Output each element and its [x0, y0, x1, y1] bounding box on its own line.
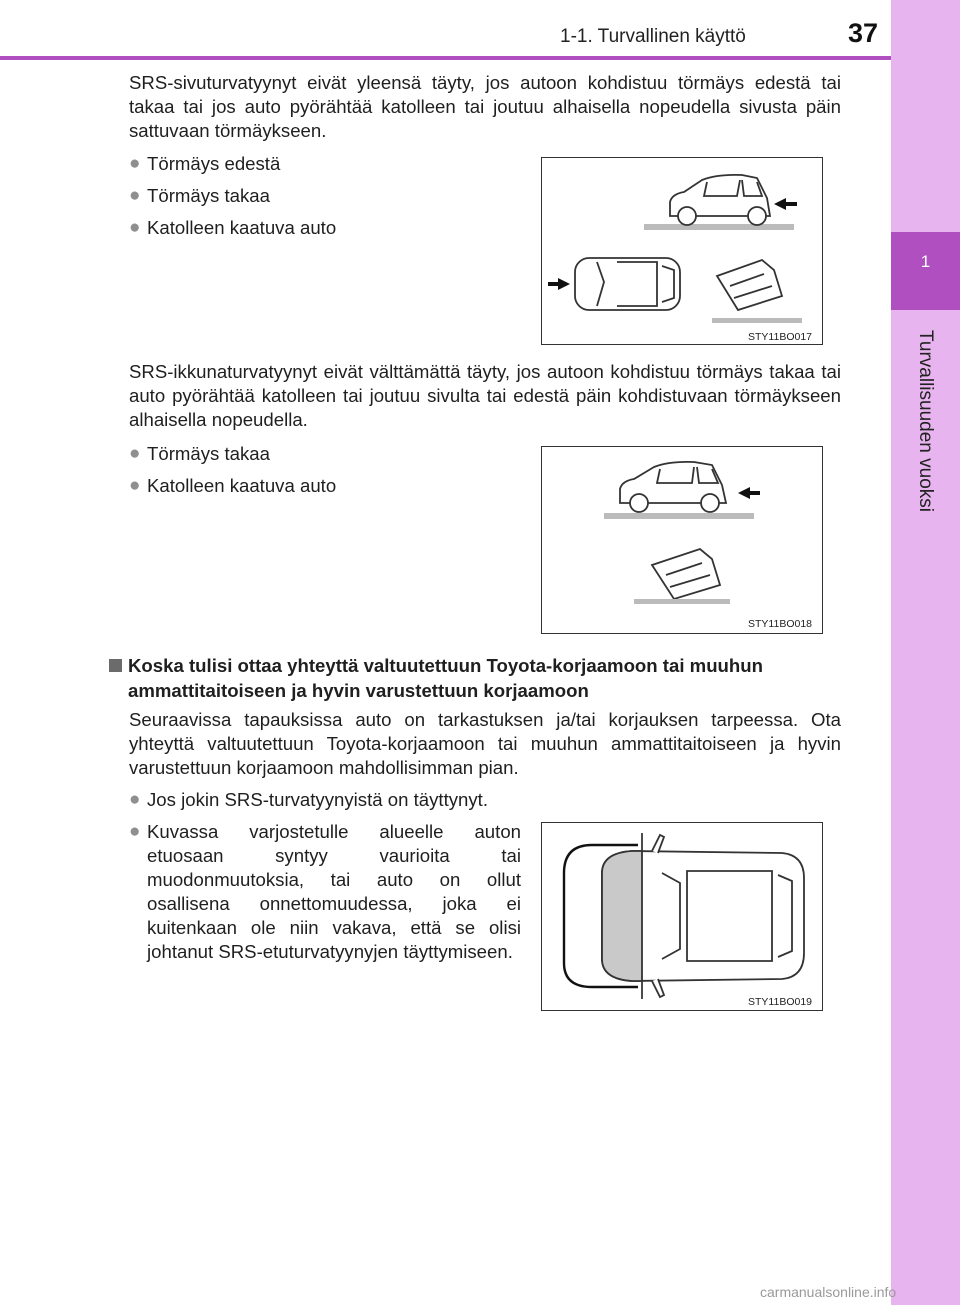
curtain-airbag-paragraph: SRS-ikkunaturvatyynyt eivät välttämättä täyty, jos autoon kohdistuu törmäys takaa tai auto pyörähtää katolleen tai joutuu sivulta tai edestä päin kohdistuvaan törmäykseen alhaisella nopeudella.	[129, 361, 841, 430]
repair-heading: Koska tulisi ottaa yhteyttä valtuutettuun Toyota-korjaamoon tai muuhun ammattitaitoiseen ja hyvin varustettuun korjaamoon	[109, 653, 849, 703]
list-item: ● Törmäys takaa	[129, 443, 270, 464]
chapter-title: Turvallisuuden vuoksi	[915, 330, 936, 512]
circle-bullet-icon: ●	[129, 821, 141, 842]
section-title: 1-1. Turvallinen käyttö	[560, 26, 746, 47]
figure-curtain-airbag-collisions	[541, 446, 823, 634]
figure-front-damage-area	[541, 822, 823, 1011]
chapter-number: 1	[920, 252, 931, 271]
circle-bullet-icon: ●	[129, 153, 141, 174]
circle-bullet-icon: ●	[129, 789, 141, 810]
car-top-view-icon	[602, 835, 804, 997]
chapter-side-tab	[891, 0, 960, 1305]
rollover-car-icon	[717, 260, 782, 310]
circle-bullet-icon: ●	[129, 185, 141, 206]
repair-paragraph: Seuraavissa tapauksissa auto on tarkastuksen ja/tai korjauksen tarpeessa. Ota yhteyttä valtuutettuun Toyota-korjaamoon tai muuhun ammattitaitoiseen ja hyvin varustettuun korjaamoon mahdollisimman pian.	[129, 709, 841, 778]
list-item: ● Jos jokin SRS-turvatyynyistä on täyttynyt.	[129, 789, 489, 810]
figure-side-airbag-collisions	[541, 157, 823, 345]
chapter-number-block	[891, 232, 960, 310]
side-airbag-paragraph: SRS-sivuturvatyynyt eivät yleensä täyty, jos autoon kohdistuu törmäys edestä tai takaa tai jos auto pyörähtää katolleen tai joutuu alhaisella nopeudella sivusta päin sattuvaan törmäykseen.	[129, 72, 841, 141]
circle-bullet-icon: ●	[129, 217, 141, 238]
circle-bullet-icon: ●	[129, 443, 141, 464]
figure-code: STY11BO017	[748, 331, 813, 343]
figure-code: STY11BO019	[748, 996, 813, 1008]
watermark[interactable]: carmanualsonline.info	[760, 1284, 897, 1300]
list-item: ● Kuvassa varjostetulle alueelle auton etuosaan syntyy vaurioita tai muodonmuutoksia, tai auto on ollut osallisena onnettomuudessa, joka ei kuitenkaan ole niin vakava, että se olisi johtanut SRS-etuturvatyynyjen täyttymiseen.	[129, 821, 521, 962]
circle-bullet-icon: ●	[129, 475, 141, 496]
list-item: ● Törmäys edestä	[129, 153, 281, 174]
arrow-icon	[548, 278, 570, 290]
list-item: ● Törmäys takaa	[129, 185, 270, 206]
car-top-view-icon	[575, 258, 680, 310]
page-number: 37	[848, 18, 879, 48]
car-side-view-icon	[620, 462, 726, 512]
figure-code: STY11BO018	[748, 618, 813, 630]
car-side-view-icon	[670, 175, 770, 225]
arrow-icon	[774, 198, 797, 210]
header-rule	[0, 56, 891, 60]
rollover-car-icon	[652, 549, 720, 599]
square-heading-icon	[109, 659, 122, 672]
list-item: ● Katolleen kaatuva auto	[129, 217, 337, 238]
arrow-icon	[738, 487, 760, 499]
list-item: ● Katolleen kaatuva auto	[129, 475, 337, 496]
